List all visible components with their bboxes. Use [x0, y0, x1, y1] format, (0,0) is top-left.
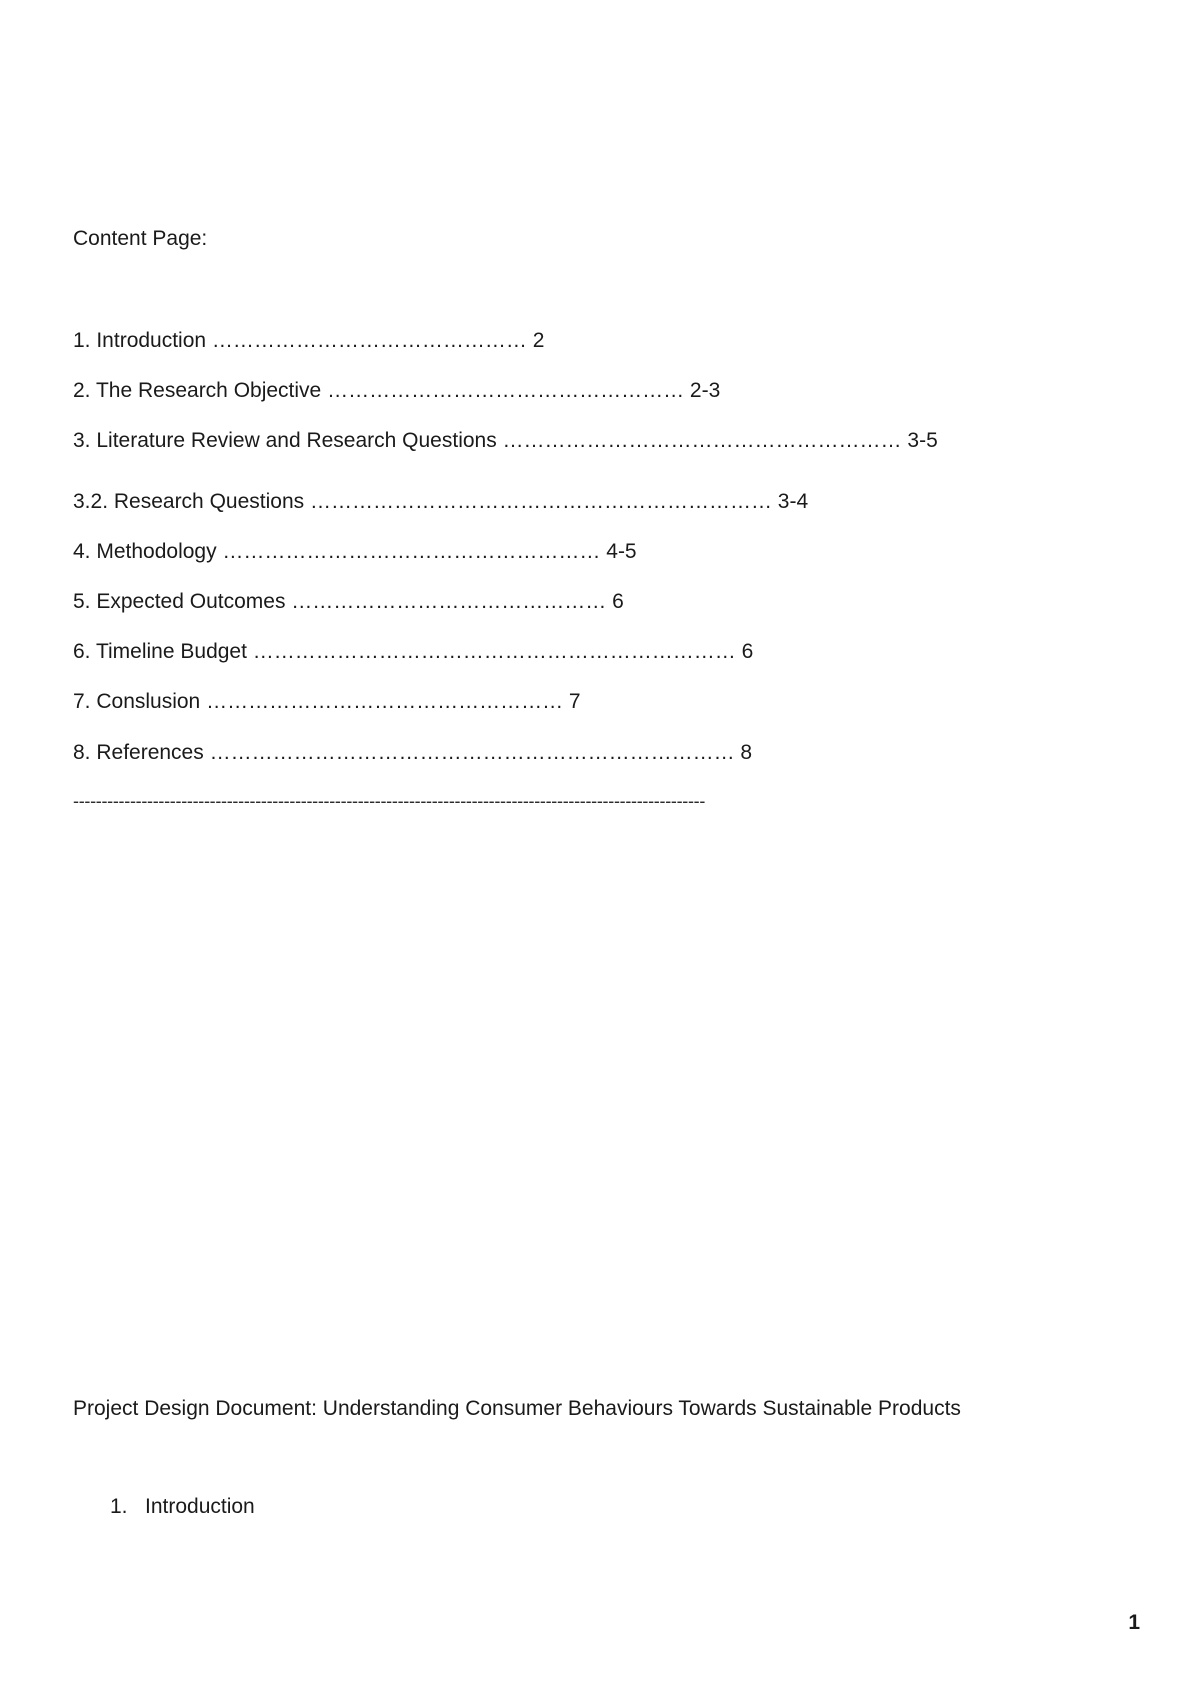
toc-entry-references: 8. References ………………………………………………………………… 8: [73, 741, 753, 764]
toc-entry-expected-outcomes: 5. Expected Outcomes ……………………………………… 6: [73, 590, 624, 613]
toc-entry-methodology: 4. Methodology ……………………………………………… 4-5: [73, 540, 637, 563]
document-title: Project Design Document: Understanding Consumer Behaviours Towards Sustainable Products: [73, 1397, 961, 1420]
toc-entry-introduction: 1. Introduction ……………………………………… 2: [73, 329, 545, 352]
section-heading-introduction: [110, 1494, 255, 1520]
section-label: Introduction: [145, 1495, 255, 1518]
page-number: 1: [1128, 1611, 1140, 1634]
toc-entry-research-objective: 2. The Research Objective …………………………………………… 2-3: [73, 379, 721, 402]
section-number: 1.: [110, 1495, 128, 1518]
toc-entry-timeline-budget: 6. Timeline Budget …………………………………………………………… 6: [73, 640, 754, 663]
toc-entry-research-questions: 3.2. Research Questions ………………………………………………………… 3-4: [73, 490, 809, 513]
toc-entry-conclusion: 7. Conslusion …………………………………………… 7: [73, 690, 581, 713]
toc-entry-literature-review: 3. Literature Review and Research Questions ………………………………………………… 3-5: [73, 429, 938, 452]
section-divider: ---------------------------------------------------------------------------------------------------------------: [73, 791, 706, 811]
content-page-heading: Content Page:: [73, 227, 208, 250]
